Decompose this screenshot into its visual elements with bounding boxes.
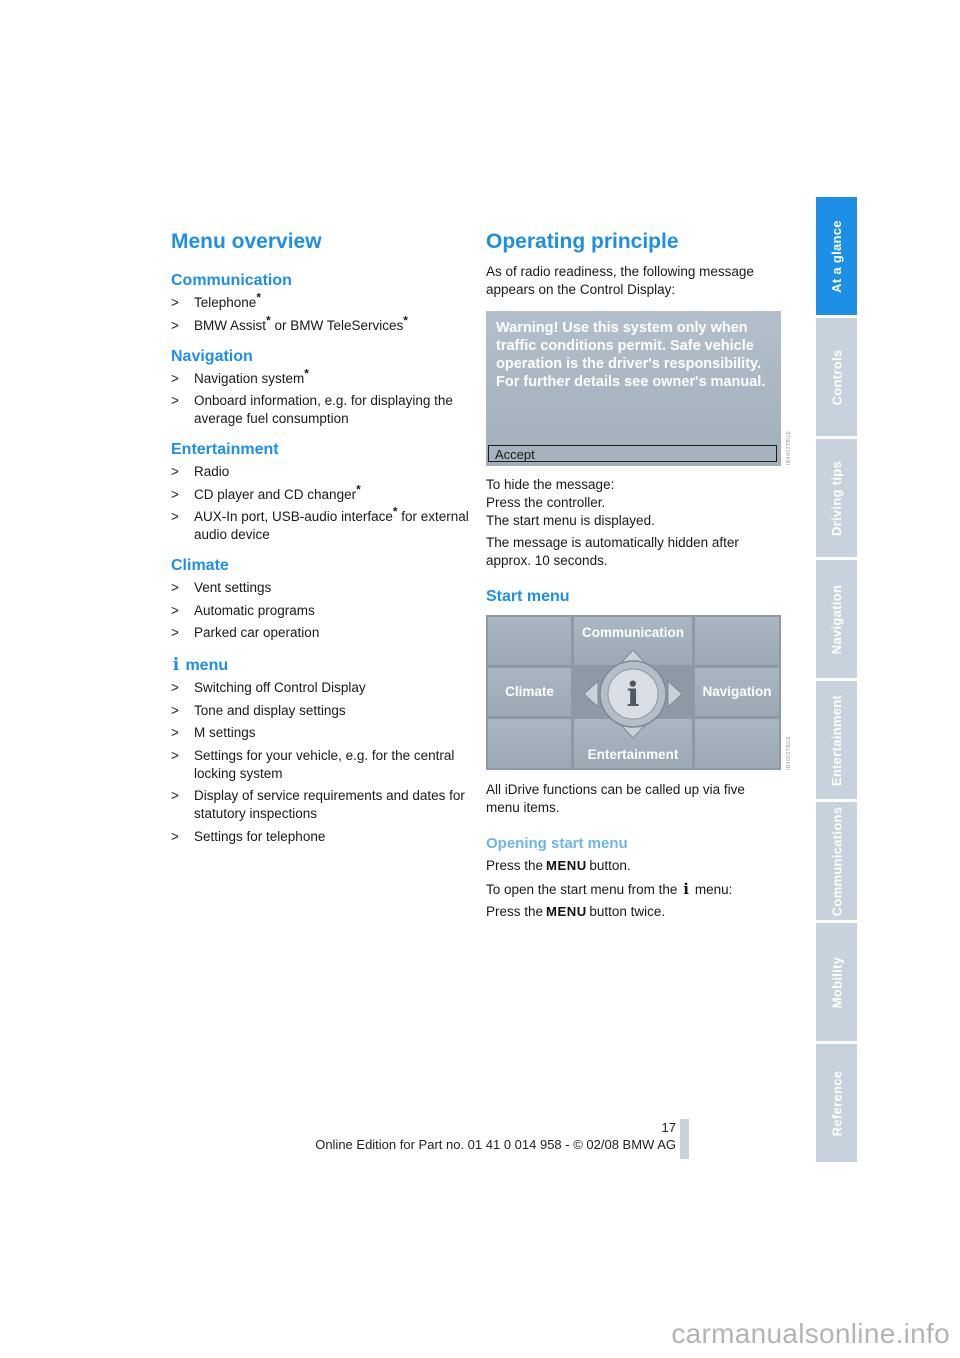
edition-text: Online Edition for Part no. 01 41 0 014 958 - © 02/08 BMW AG — [315, 1137, 676, 1152]
tab-navigation[interactable]: Navigation — [816, 560, 857, 678]
i-menu-list — [171, 679, 471, 846]
menu-button-icon: MENU — [545, 905, 587, 919]
corner-cell — [488, 617, 571, 665]
communication-heading: Communication — [171, 272, 292, 289]
climate-heading: Climate — [171, 557, 229, 574]
opening-start-menu-heading: Opening start menu — [486, 835, 628, 852]
list-item: > AUX-In port, USB-audio interface* for external audio device — [171, 504, 469, 542]
list-item: > Parked car operation — [171, 625, 320, 640]
list-item: > Vent settings — [171, 580, 272, 595]
tab-mobility[interactable]: Mobility — [816, 923, 857, 1041]
accept-button[interactable]: Accept — [488, 445, 777, 462]
list-item: > Switching off Control Display — [171, 680, 366, 695]
corner-cell — [695, 617, 779, 665]
opening-instructions: Press the MENU button. To open the start menu from the i menu: Press the MENU button twice. — [486, 858, 733, 919]
tab-at-a-glance[interactable]: At a glance — [816, 197, 857, 315]
list-item: > Navigation system* — [171, 366, 309, 386]
menu-item-navigation[interactable]: Navigation — [695, 668, 779, 716]
list-item: > M settings — [171, 725, 256, 740]
list-item: > Radio — [171, 464, 230, 479]
left-column — [171, 230, 471, 850]
info-icon: i — [626, 675, 640, 715]
list-item: > Settings for your vehicle, e.g. for the central locking system — [171, 747, 455, 781]
tab-communications[interactable]: Communications — [816, 802, 857, 920]
navigation-list — [171, 366, 471, 429]
tab-driving-tips[interactable]: Driving tips — [816, 439, 857, 557]
list-item: > Telephone* — [171, 290, 261, 310]
right-column — [486, 230, 786, 299]
menu-item-entertainment[interactable]: Entertainment — [574, 719, 692, 768]
menu-item-climate[interactable]: Climate — [488, 668, 571, 716]
corner-cell — [488, 719, 571, 768]
corner-cell — [695, 719, 779, 768]
start-menu-screen — [486, 615, 781, 770]
climate-list — [171, 579, 471, 642]
controller-dial-icon[interactable] — [580, 648, 686, 740]
list-item: > Tone and display settings — [171, 702, 346, 718]
image-code: IB4002TBGE — [786, 430, 792, 465]
list-item: > Onboard information, e.g. for displaying the average fuel consumption — [171, 393, 453, 426]
communication-list — [171, 290, 471, 335]
warning-message: Warning! Use this system only when traffic conditions permit. Safe vehicle operation is the driver's responsibility. For further details see owner's manual. — [496, 320, 766, 390]
warning-screen — [486, 311, 781, 466]
page-number: 17 — [661, 1120, 676, 1135]
operating-principle-title: Operating principle — [486, 230, 679, 253]
list-item: > Settings for telephone — [171, 828, 326, 844]
list-item: > BMW Assist* or BMW TeleServices* — [171, 313, 408, 333]
info-icon: i — [172, 655, 180, 675]
list-item: > Display of service requirements and dates for statutory inspections — [171, 788, 465, 821]
image-code: IB4002TBGE — [786, 735, 792, 770]
start-menu-heading: Start menu — [486, 588, 570, 605]
tab-controls[interactable]: Controls — [816, 318, 857, 436]
entertainment-list — [171, 463, 471, 544]
navigation-heading: Navigation — [171, 347, 253, 365]
info-icon: i — [683, 879, 689, 898]
menu-item-communication[interactable]: Communication — [574, 617, 692, 665]
hide-instructions: To hide the message: Press the controller. The start menu is displayed. The message is automatically hidden after approx. 10 seconds. — [486, 477, 739, 568]
functions-text: All iDrive functions can be called up via five menu items. — [486, 782, 745, 815]
tab-entertainment[interactable]: Entertainment — [816, 681, 857, 799]
list-item: > Automatic programs — [171, 602, 315, 618]
menu-button-icon: MENU — [545, 859, 587, 873]
entertainment-heading: Entertainment — [171, 441, 279, 458]
intro-text: As of radio readiness, the following message appears on the Control Display: — [486, 264, 754, 297]
page-marker — [680, 1119, 689, 1159]
list-item: > CD player and CD changer* — [171, 482, 361, 502]
tab-reference[interactable]: Reference — [816, 1044, 857, 1162]
chapter-tabs — [816, 197, 857, 1160]
watermark: carmanualsonline.info — [671, 1318, 950, 1349]
menu-overview-title: Menu overview — [171, 230, 322, 253]
i-menu-heading: i menu — [172, 655, 229, 675]
